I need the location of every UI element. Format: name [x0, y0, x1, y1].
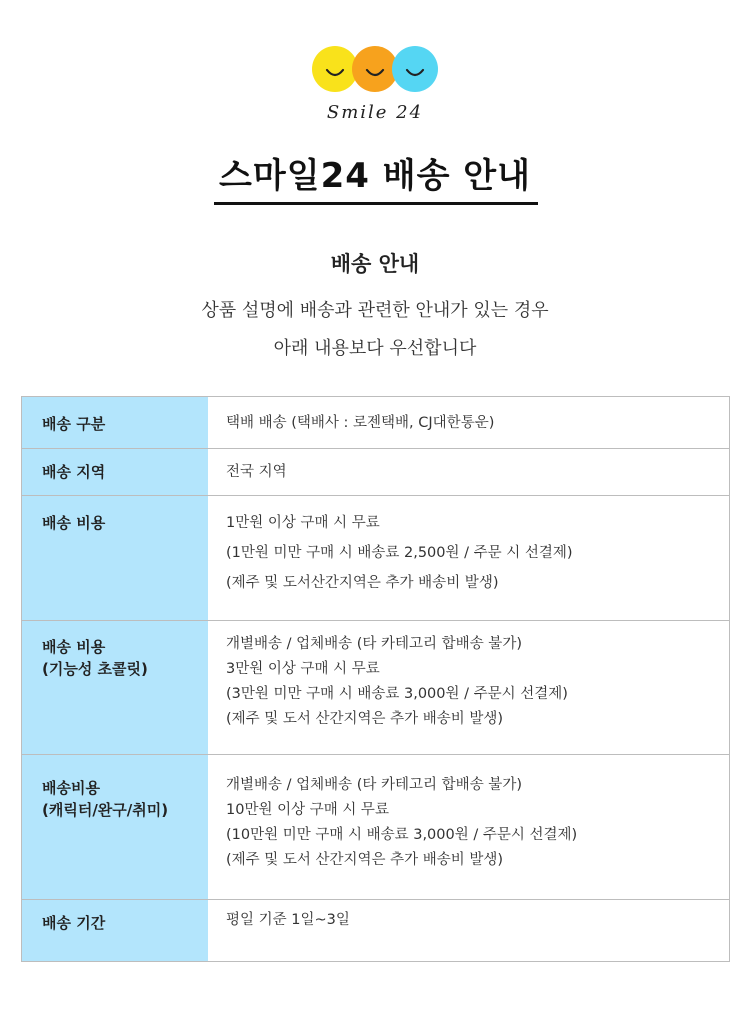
title-underline	[214, 202, 538, 205]
row-value-line: (제주 및 도서 산간지역은 추가 배송비 발생)	[226, 711, 504, 727]
row-label	[22, 496, 208, 620]
table-row-shipping-area	[22, 449, 729, 496]
row-value-line: 택배 배송 (택배사 : 로젠택배, CJ대한통운)	[226, 415, 495, 431]
section-heading: 배송 안내	[330, 252, 420, 276]
row-value-line: (10만원 미만 구매 시 배송료 3,000원 / 주문시 선결제)	[226, 827, 578, 843]
row-value	[208, 449, 729, 495]
row-value-line: (제주 및 도서산간지역은 추가 배송비 발생)	[226, 575, 499, 591]
row-label-line: (캐릭터/완구/취미)	[42, 801, 169, 819]
logo-brand-text: Smile 24	[326, 102, 424, 123]
shipping-info-table	[21, 396, 730, 962]
row-label-line: 배송 비용	[42, 514, 106, 532]
table-row-shipping-period	[22, 900, 729, 961]
row-label-line: (기능성 초콜릿)	[42, 660, 148, 678]
row-value	[208, 900, 729, 961]
row-label-line: 배송 지역	[42, 463, 106, 481]
intro-line: 상품 설명에 배송과 관련한 안내가 있는 경우	[201, 300, 549, 321]
row-value-line: 10만원 이상 구매 시 무료	[226, 802, 389, 818]
smile-face-blue-icon	[392, 46, 438, 92]
row-value-line: (1만원 미만 구매 시 배송료 2,500원 / 주문 시 선결제)	[226, 545, 573, 561]
row-value-line: 개별배송 / 업체배송 (타 카테고리 합배송 불가)	[226, 777, 522, 793]
row-label-line: 배송 비용	[42, 638, 106, 656]
row-value	[208, 755, 729, 899]
row-value	[208, 397, 729, 448]
intro-line: 아래 내용보다 우선합니다	[273, 338, 477, 359]
row-label	[22, 900, 208, 961]
table-row-shipping-cost	[22, 496, 729, 621]
smile24-logo	[0, 46, 750, 126]
row-value	[208, 621, 729, 754]
intro-text	[0, 292, 750, 368]
table-row-shipping-type	[22, 397, 729, 449]
row-label-line: 배송 기간	[42, 914, 106, 932]
page-title: 스마일24 배송 안내	[219, 156, 531, 196]
row-value	[208, 496, 729, 620]
row-value-line: (제주 및 도서 산간지역은 추가 배송비 발생)	[226, 852, 504, 868]
table-row-shipping-cost-character	[22, 755, 729, 900]
table-row-shipping-cost-chocolate	[22, 621, 729, 755]
row-label	[22, 755, 208, 899]
row-label	[22, 621, 208, 754]
logo-circles	[312, 46, 438, 92]
row-value-line: 전국 지역	[226, 464, 287, 480]
row-value-line: (3만원 미만 구매 시 배송료 3,000원 / 주문시 선결제)	[226, 686, 568, 702]
row-value-line: 3만원 이상 구매 시 무료	[226, 661, 380, 677]
row-label	[22, 397, 208, 448]
row-value-line: 평일 기준 1일~3일	[226, 912, 350, 928]
row-value-line: 1만원 이상 구매 시 무료	[226, 515, 380, 531]
row-value-line: 개별배송 / 업체배송 (타 카테고리 합배송 불가)	[226, 636, 522, 652]
row-label	[22, 449, 208, 495]
row-label-line: 배송 구분	[42, 415, 106, 433]
row-label-line: 배송비용	[42, 779, 100, 797]
